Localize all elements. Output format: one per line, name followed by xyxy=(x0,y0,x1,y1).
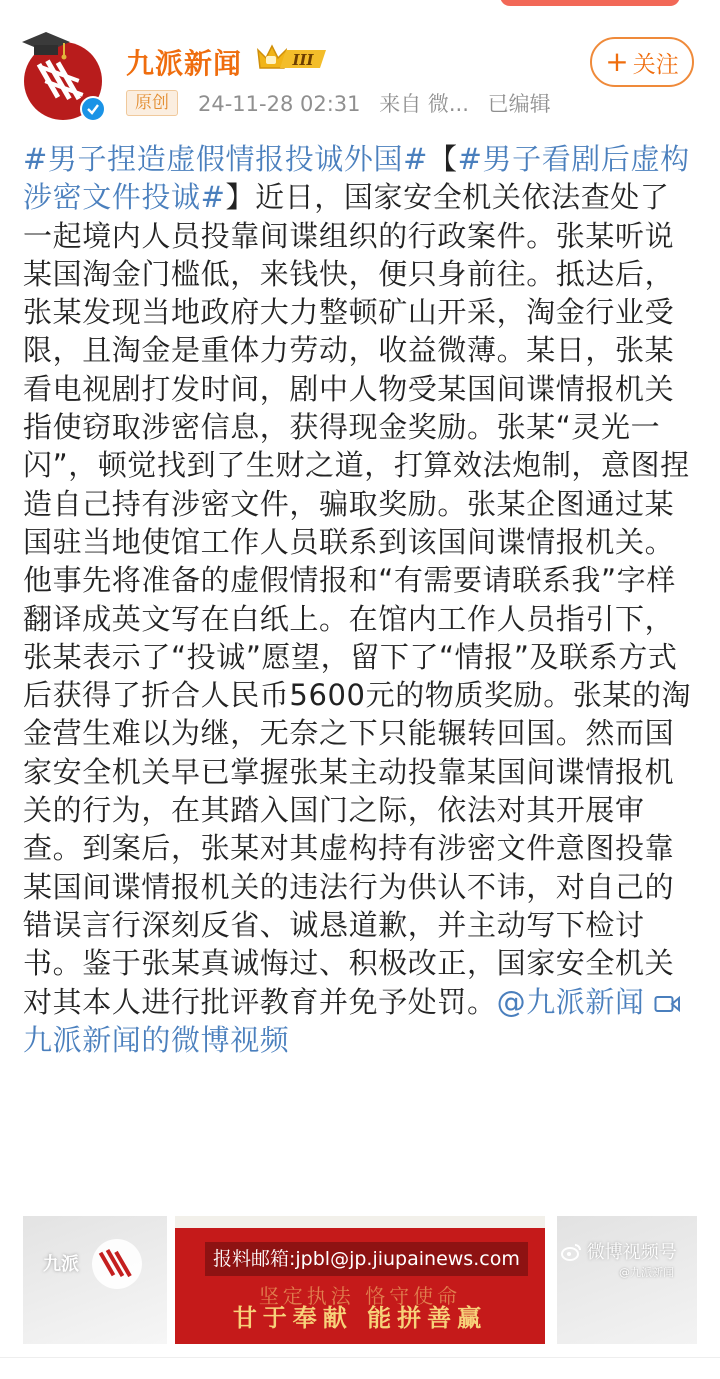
vip-crown-badge[interactable] xyxy=(256,44,330,78)
verified-icon xyxy=(80,96,106,122)
username[interactable]: 九派新闻 xyxy=(126,47,243,80)
video-label-text: 微博视频号 xyxy=(586,1242,677,1263)
weibo-video-label xyxy=(561,1238,677,1264)
image-thumbnail-3[interactable] xyxy=(557,1216,697,1344)
image-thumbnail-1[interactable] xyxy=(23,1216,167,1344)
follow-button[interactable] xyxy=(590,37,694,87)
video-link-label: 九派新闻的微博视频 xyxy=(23,1022,290,1057)
topic-link[interactable]: #男子看剧后虚构涉密文件投诚# xyxy=(23,142,690,215)
post-images xyxy=(0,1216,720,1344)
post-body-text: 近日，国家安全机关依法查处了一起境内人员投靠间谍组织的行政案件。张某听说某国淘金门槛低，来钱快，便只身前往。抵达后，张某发现当地政府大力整顿矿山开采，淘金行业受限，且淘金是重体力劳动，收益微薄。某日，张某看电视剧打发时间，剧中人物受某国间谍情报机关指使窃取涉密信息，获得现金奖励。张某“灵光一闪”，顿觉找到了生财之道，打算效法炮制，意图捏造自己持有涉密文件，骗取奖励。张某企图通过某国驻当地使馆工作人员联系到该国间谍情报机关。他事先将准备的虚假情报和“有需要请联系我”字样翻译成英文写在白纸上。在馆内工作人员指引下，张某表示了“投诚”愿望，留下了“情报”及联系方式后获得了折合人民币5600元的物质奖励。张某的淘金营生难以为继，无奈之下只能辗转回国。然而国家安全机关早已掌握张某主动投靠某国间谍情报机关的行为，在其踏入国门之际，依法对其开展审查。到案后，张某对其虚构持有涉密文件意图投靠某国间谍情报机关的违法行为供认不讳，对自己的错误言行深刻反省、诚恳道歉，并主动写下检讨书。鉴于张某真诚悔过、积极改正，国家安全机关对其本人进行批评教育并免予处罚。 xyxy=(23,180,692,1019)
slogan-main: 甘于奉献 能拼善赢 xyxy=(232,1303,488,1332)
vip-level-text: III xyxy=(292,51,314,69)
avatar[interactable] xyxy=(22,38,104,120)
topic-link[interactable]: #男子捏造虚假情报投诚外国# xyxy=(23,142,428,176)
weibo-logo-icon xyxy=(561,1243,581,1261)
mention-link[interactable]: @九派新闻 xyxy=(496,984,645,1019)
original-tag: 原创 xyxy=(126,90,178,116)
post-meta xyxy=(198,88,563,118)
post-source[interactable]: 来自 微... xyxy=(379,92,469,116)
bracket-open: 【 xyxy=(428,142,458,176)
brand-logo-icon xyxy=(91,1238,143,1290)
slogan-top: 坚定执法 恪守使命 xyxy=(258,1284,462,1308)
post-content xyxy=(23,140,699,1059)
image-thumbnail-2[interactable] xyxy=(175,1216,545,1344)
image-brand-text: 九派 xyxy=(43,1254,79,1275)
graduation-cap-icon xyxy=(20,28,72,62)
follow-label: 关注 xyxy=(632,51,679,78)
plus-icon: + xyxy=(605,45,629,78)
edited-label[interactable]: 已编辑 xyxy=(487,92,551,116)
image-top-band xyxy=(175,1216,545,1228)
video-icon xyxy=(654,994,680,1014)
top-decoration xyxy=(500,0,680,6)
video-watermark: @九派新闻 xyxy=(619,1266,674,1279)
email-overlay-text: 报料邮箱:jpbl@jp.jiupainews.com xyxy=(205,1242,528,1276)
post-timestamp: 24-11-28 02:31 xyxy=(198,92,361,116)
divider xyxy=(0,1357,720,1358)
bracket-close: 】 xyxy=(225,180,256,215)
